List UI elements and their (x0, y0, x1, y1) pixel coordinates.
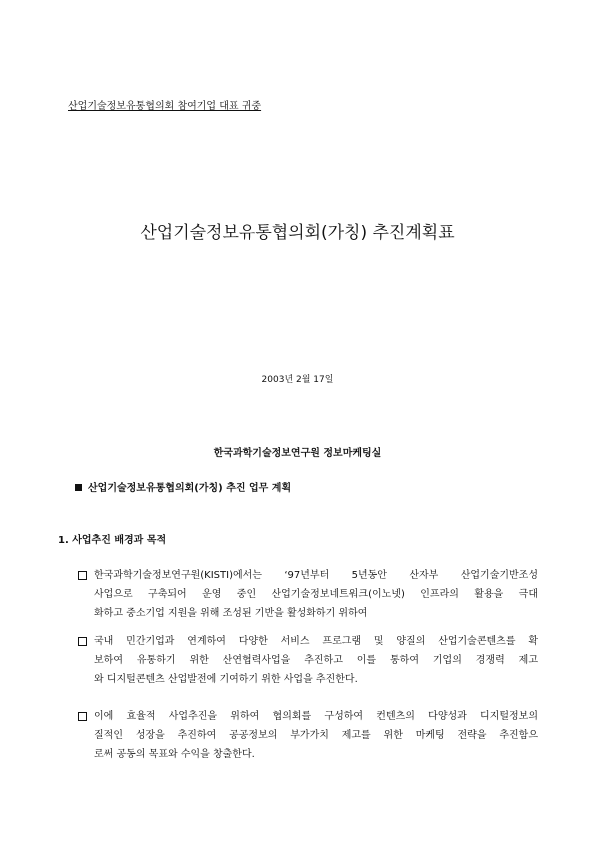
paragraph-line (78, 632, 538, 651)
paragraph-line: 질적인 성장을 추진하여 공공정보의 부가가치 제고를 위한 마케팅 전략을 추진함으 (94, 730, 538, 741)
paragraph-2 (78, 632, 538, 689)
paragraph-line-text: 한국과학기술정보연구원(KISTI)에서는 ‘97년부터 5년동안 산자부 산업기술기반조성 (94, 570, 538, 581)
paragraph-line: 사업으로 구축되어 운영 중인 산업기술정보네트워크(이노넷) 인프라의 활용을 극대 (94, 589, 538, 600)
paragraph-line (78, 707, 538, 726)
document-date: 2003년 2월 17일 (261, 375, 334, 385)
paragraph-1 (78, 566, 538, 623)
plan-heading-text: 산업기술정보유통협의회(가칭) 추진 업무 계획 (88, 483, 292, 494)
organization-name: 한국과학기술정보연구원 정보마케팅실 (213, 448, 382, 459)
paragraph-line-text: 이에 효율적 사업추진을 위하여 협의회를 구성하여 컨텐츠의 다양성과 디지털정보의 (94, 711, 538, 722)
paragraph-line: 로써 공동의 목표와 수익을 창출한다. (94, 749, 255, 760)
paragraph-line: 화하고 중소기업 지원을 위해 조성된 기반을 활성화하기 위하여 (94, 608, 368, 619)
checkbox-bullet-icon (78, 637, 87, 646)
paragraph-line: 보하여 유통하기 위한 산연협력사업을 추진하고 이를 통하여 기업의 경쟁력 제고 (94, 655, 538, 666)
paragraph-line-text: 국내 민간기업과 연계하여 다양한 서비스 프로그램 및 양질의 산업기술콘텐츠를 확 (94, 636, 538, 647)
header-note: 산업기술정보유통협의회 참여기업 대표 귀중 (68, 101, 262, 112)
paragraph-line (78, 566, 538, 585)
document-title: 산업기술정보유통협의회(가칭) 추진계획표 (140, 223, 455, 243)
plan-heading (75, 479, 291, 494)
paragraph-3 (78, 707, 538, 764)
checkbox-bullet-icon (78, 712, 87, 721)
filled-square-bullet-icon (75, 484, 82, 491)
paragraph-line: 와 디지털콘텐츠 산업발전에 기여하기 위한 사업을 추진한다. (94, 674, 358, 685)
section-heading: 1. 사업추진 배경과 목적 (58, 535, 167, 546)
checkbox-bullet-icon (78, 571, 87, 580)
